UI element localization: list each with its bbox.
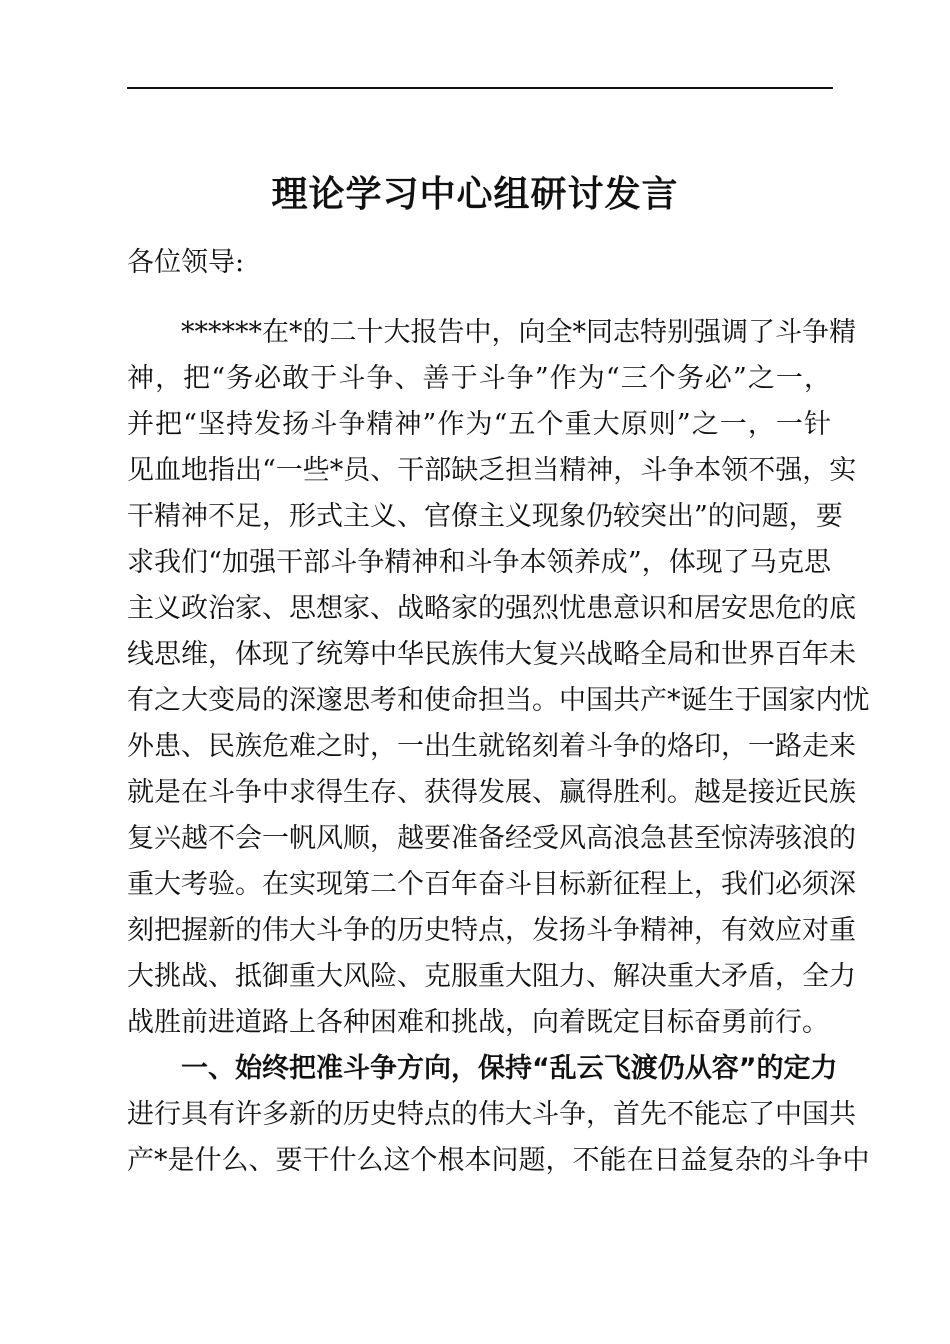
salutation: 各位领导:	[127, 247, 245, 278]
section-heading-1: 一、始终把准斗争方向，保持“乱云飞渡仍从容”的定力	[181, 1053, 838, 1084]
paragraph-line: 外患、民族危难之时，一出生就铭刻着斗争的烙印，一路走来	[127, 731, 856, 762]
document-title: 理论学习中心组研讨发言	[271, 173, 679, 215]
paragraph-line: 刻把握新的伟大斗争的历史特点，发扬斗争精神，有效应对重	[127, 915, 856, 946]
paragraph-line: 线思维，体现了统筹中华民族伟大复兴战略全局和世界百年未	[127, 639, 856, 670]
paragraph-line: 战胜前进道路上各种困难和挑战，向着既定目标奋勇前行。	[127, 1007, 829, 1038]
paragraph-line: 进行具有许多新的历史特点的伟大斗争，首先不能忘了中国共	[127, 1099, 856, 1130]
paragraph-2	[127, 1092, 870, 1184]
paragraph-line: 见血地指出“一些*员、干部缺乏担当精神，斗争本领不强，实	[127, 455, 857, 486]
paragraph-line: ******在*的二十大报告中，向全*同志特别强调了斗争精	[181, 317, 856, 348]
paragraph-line: 重大考验。在实现第二个百年奋斗目标新征程上，我们必须深	[127, 869, 856, 900]
paragraph-line: 并把“坚持发扬斗争精神”作为“五个重大原则”之一，一针	[127, 409, 831, 440]
paragraph-line: 产*是什么、要干什么这个根本问题，不能在日益复杂的斗争中	[127, 1145, 870, 1176]
paragraph-line: 复兴越不会一帆风顺，越要准备经受风高浪急甚至惊涛骇浪的	[127, 823, 856, 854]
paragraph-line: 主义政治家、思想家、战略家的强烈忧患意识和居安思危的底	[127, 593, 856, 624]
paragraph-line: 就是在斗争中求得生存、获得发展、赢得胜利。越是接近民族	[127, 777, 856, 808]
header-rule	[127, 87, 833, 89]
paragraph-line: 求我们“加强干部斗争精神和斗争本领养成”，体现了马克思	[127, 547, 831, 578]
paragraph-line: 大挑战、抵御重大风险、克服重大阻力、解决重大矛盾，全力	[127, 961, 856, 992]
paragraph-line: 干精神不足，形式主义、官僚主义现象仍较突出”的问题，要	[127, 501, 843, 532]
paragraph-1	[127, 310, 870, 1046]
document-body	[127, 240, 870, 1184]
paragraph-line: 有之大变局的深邃思考和使命担当。中国共产*诞生于国家内忧	[127, 685, 870, 716]
paragraph-line: 神，把“务必敢于斗争、善于斗争”作为“三个务必”之一，	[127, 363, 831, 394]
